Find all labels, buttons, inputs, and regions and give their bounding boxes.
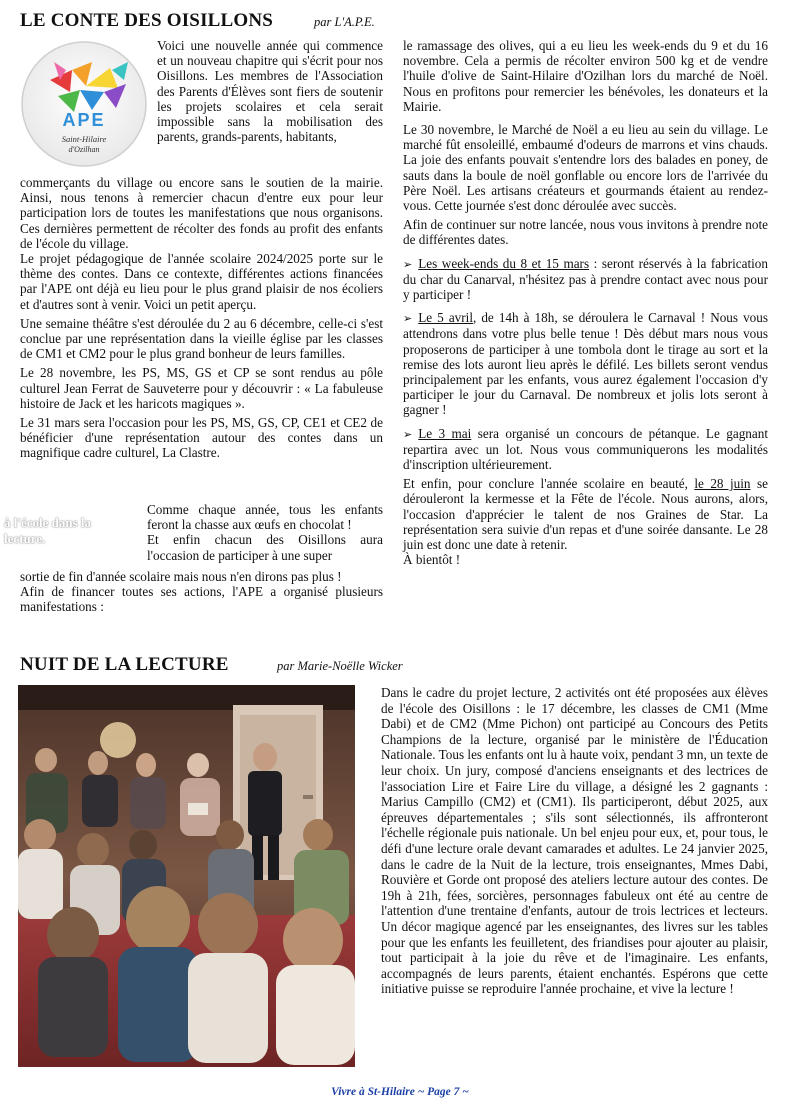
- right-column: [403, 38, 768, 572]
- bullet-item: [403, 256, 768, 303]
- left-column: [20, 175, 383, 465]
- bullet-date: Le 5 avril: [418, 310, 473, 326]
- arrow-bullet-icon: ➢: [403, 312, 413, 326]
- page-footer: Vivre à St-Hilaire ~ Page 7 ~: [331, 1086, 469, 1098]
- paragraph: le ramassage des olives, qui a eu lieu les week-ends du 9 et du 16 novembre. Cela a permis de récolter environ 500 kg et de vendre l'huile d'olive de Saint-Hilaire d'Ozilhan lors du marché de Noël. Nous en profitons pour remercier les bénévoles, les donateurs et la Mairie.: [403, 38, 768, 114]
- left-column-end: [20, 569, 383, 619]
- paragraph: Afin de financer toutes ses actions, l'APE a organisé plusieurs manifestations :: [20, 584, 383, 615]
- children-listening-reading-photo: [18, 685, 355, 1067]
- paragraph: [403, 476, 768, 552]
- sentence: sortie de fin d'année scolaire mais nous n'en dirons pas plus !: [20, 569, 342, 584]
- arrow-bullet-icon: ➢: [403, 427, 413, 441]
- bullet-text: : seront réservés à la fabrication du char du Canarval, n'hésitez pas à prendre contact avec nous pour y participer !: [403, 255, 768, 303]
- bullet-item: [403, 310, 768, 417]
- date: le 28 juin: [694, 476, 751, 492]
- arrow-bullet-icon: ➢: [403, 257, 413, 271]
- faded-overlay-text: à l'école dans la lecture.: [4, 515, 92, 546]
- ape-logo: [20, 40, 148, 168]
- sentence: Et enfin chacun des Oisillons aura l'occasion de participer à une super: [147, 532, 383, 563]
- article-title: NUIT DE LA LECTURE: [20, 654, 229, 675]
- svg-text:d'Ozilhan: d'Ozilhan: [68, 145, 100, 154]
- bullet-text: , de 14h à 18h, se déroulera le Carnaval ! Nous vous attendrons dans votre plus belle tenue ! Dès début mars nous vous proposerons de participer à une tombola dont le tirage au sort et la remise des lots auront lieu après le défilé. Les billets seront vendus principalement par les enfants, vous aurez également l'occasion d'y participer le jour du Carnaval. De nombreux et jolis lots seront à gagner !: [403, 310, 768, 418]
- paragraph: commerçants du village ou encore sans le soutien de la mairie. Ainsi, nous tenons à remercier chacun d'entre eux pour leur participation lors de toutes les manifestations que nous organisons. Ces dernières permettent de récolter des fonds au profit des enfants de l'école du village.: [20, 175, 383, 251]
- bullet-date: Le 3 mai: [418, 425, 472, 441]
- article-title: LE CONTE DES OISILLONS: [20, 10, 274, 31]
- text: se dérouleront la kermesse et la Fête de l'école. Nous aurons, alors, l'occasion d'apprécier le talent de nos Graines de Star. La représentation sera suivie d'un repas et d'une soirée dansante. Le 28 juin est donc une date à retenir.: [403, 476, 768, 553]
- bullet-item: [403, 426, 768, 473]
- paragraph: Le 28 novembre, les PS, MS, GS et CP se sont rendus au pôle culturel Jean Ferrat de Sauveterre pour y découvrir : « La fabuleuse histoire de Jack et les haricots magiques ».: [20, 365, 383, 411]
- intro-paragraph: Voici une nouvelle année qui commence et un nouveau chapitre qui s'écrit pour nos Oisillons. Les membres de l'Association des Parents d'Élèves sont fiers de soutenir les projets scolaires et cela serait impossible sans la mobilisation des parents, grands-parents, habitants,: [157, 38, 383, 145]
- paragraph: Une semaine théâtre s'est déroulée du 2 au 6 décembre, celle-ci s'est conclue par une représentation dans la vieille église par les classes de CM1 et CM2 pour le plus grand bonheur de leurs familles.: [20, 315, 383, 362]
- article-body: Dans le cadre du projet lecture, 2 activités ont été proposées aux élèves de l'école des Oisillons : le 17 décembre, les classes de CM1 (Mme Dabi) et de CM2 (Mme Pichon) ont participé au Concours des Petits Champions de la lecture, organisé par le ministère de l'Éducation Nationale. Tous les enfants ont lu à haute voix, pendant 3 mn, un texte de leur choix. Un jury, composé d'anciens enseignants et des lectrices de l'association Lire et Faire Lire du village, a désigné les 2 gagnants : Marius Campillo (CM2) et (CM1). Ils participeront, début 2025, aux épreuves départementales ; s'ils sont sélectionnés, ils affronteront l'échelle régionale puis nationale. Un bel enjeu pour eux, et, pour tous, le défi d'une lecture orale devant camarades et adultes. Le 24 janvier 2025, dans le cadre de la Nuit de la lecture, trois enseignantes, Mmes Dabi, Rouvière et Gorde ont proposé des ateliers lecture autour des contes. De 19h à 21h, fées, sorcières, personnages fabuleux ont été au centre de l'attention d'une trentaine d'enfants, autour de trois lectrices et lecteurs. Un décor magique agencé par les enseignantes, des livres sur les tables pour que les enfants les feuilletent, des friandises pour ajouter au plaisir, tout participait à la joie du rêve et de l'imaginaire. Les enfants, accompagnés de leurs parents, étaient enchantés. Espérons que cette initiative puisse se reproduire l'année prochaine, et vive la lecture !: [381, 685, 768, 997]
- article-byline: par Marie-Noëlle Wicker: [277, 659, 403, 673]
- svg-text:Saint-Hilaire: Saint-Hilaire: [61, 134, 107, 144]
- paragraph: Le 30 novembre, le Marché de Noël a eu lieu au sein du village. Le marché fût ensoleillé, embaumé d'odeurs de marrons et vins chauds. La joie des enfants pouvait s'entendre lors des balades en poney, de sauts dans la boule de noël gonflable ou encore lors de l'arrivée du Père Noël. Les artisans créateurs et gourmands étaient au rendez-vous. Cette journée s'est donc déroulée avec succès.: [403, 122, 768, 214]
- paragraph: [147, 502, 383, 563]
- paragraph: Afin de continuer sur notre lancée, nous vous invitons à prendre note de différentes dates.: [403, 217, 768, 248]
- text: Et enfin, pour conclure l'année scolaire en beauté,: [403, 476, 695, 492]
- paragraph: Le 31 mars sera l'occasion pour les PS, MS, GS, CP, CE1 et CE2 de bénéficier d'une représentation autour des contes dans un magnifique cadre culturel, La Clastre.: [20, 415, 383, 461]
- bullet-text: sera organisé un concours de pétanque. Le gagnant repartira avec un lot. Nous vous communiquerons les modalités d'inscription ultérieurement.: [403, 425, 768, 473]
- article-byline: par L'A.P.E.: [314, 15, 375, 29]
- closing: À bientôt !: [403, 552, 461, 568]
- bullet-date: Les week-ends du 8 et 15 mars: [418, 255, 590, 271]
- logo-text: APE: [62, 110, 106, 130]
- paragraph: Le projet pédagogique de l'année scolaire 2024/2025 porte sur le thème des contes. Dans ce contexte, différentes actions financées par l'APE ont déjà eu lieu pour le plus grand plaisir de nos écoliers et d'autres sont à venir. Voici un petit aperçu.: [20, 251, 383, 312]
- sentence: Comme chaque année, tous les enfants feront la chasse aux œufs en chocolat !: [147, 502, 383, 533]
